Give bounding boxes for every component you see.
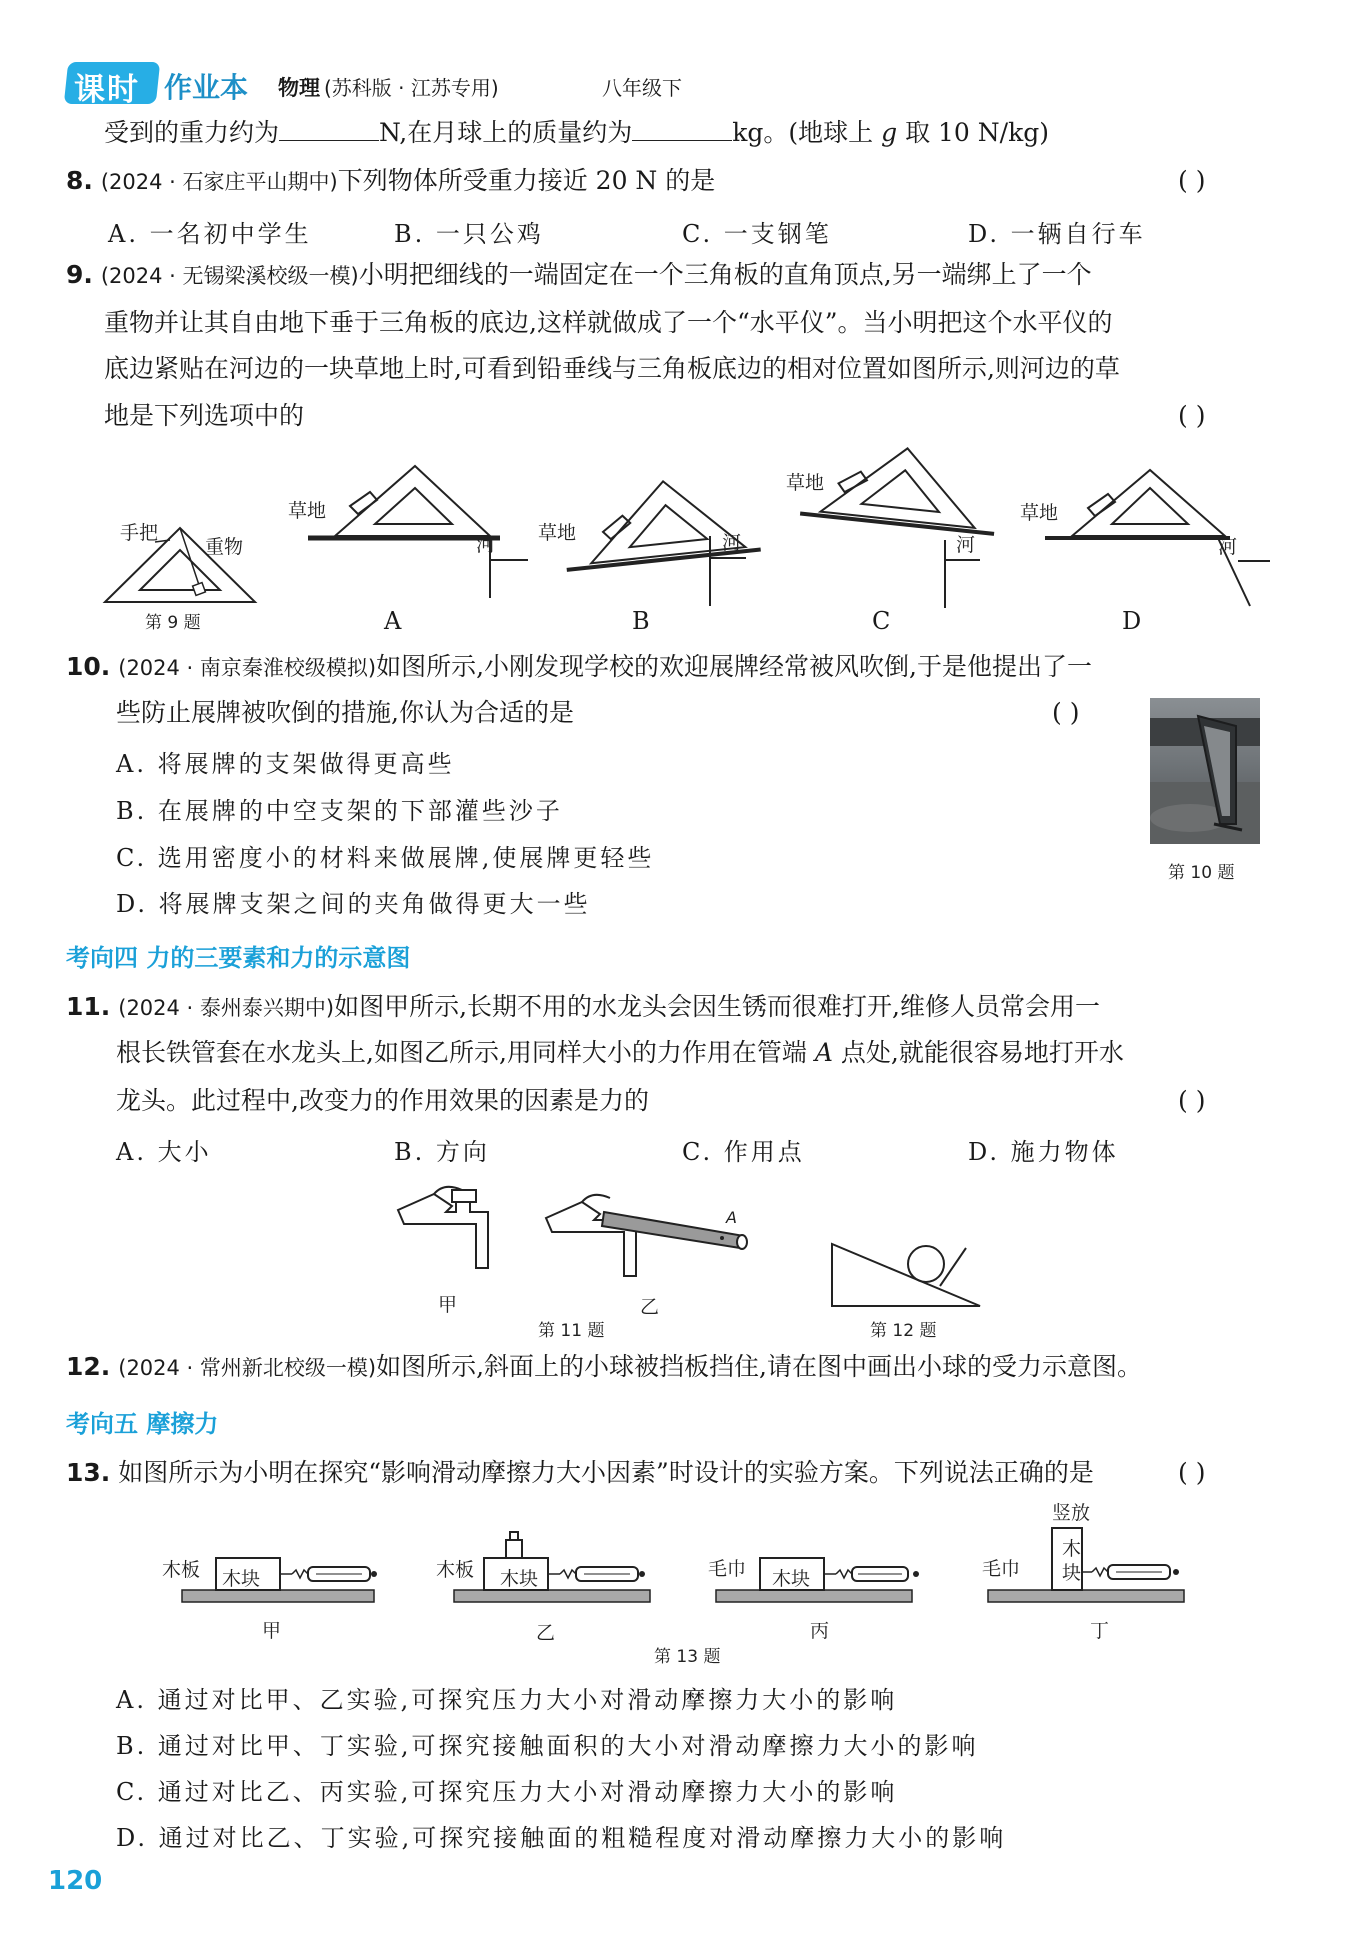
label-block: 木块	[222, 1568, 261, 1590]
answer-paren: ( )	[1178, 401, 1206, 430]
label-upright: 竖放	[1052, 1502, 1091, 1524]
section-heading: 考向五 摩擦力	[66, 1410, 219, 1438]
option-a: A. 将展牌的支架做得更高些	[116, 750, 455, 778]
option-b: B. 方向	[394, 1138, 490, 1166]
label-handle: 手把	[120, 522, 159, 544]
question-source: (2024 · 泰州泰兴期中)	[118, 996, 335, 1020]
option-letter-a: A	[384, 607, 402, 635]
label-block-vertical-2: 块	[1062, 1562, 1082, 1584]
figure-10-photo	[1150, 698, 1260, 844]
question-stem: 小明把细线的一端固定在一个三角板的直角顶点,另一端绑上了一个	[358, 260, 1092, 289]
option-letter-b: B	[632, 607, 650, 635]
option-d: D. 施力物体	[968, 1138, 1119, 1166]
label-river: 河	[722, 532, 742, 554]
question-source: (2024 · 常州新北校级一模)	[118, 1356, 377, 1380]
figure-9-c	[800, 440, 1000, 610]
label-block: 木块	[500, 1568, 539, 1590]
question-13	[66, 1456, 1094, 1490]
q11-line-2	[116, 1036, 1124, 1070]
label-towel: 毛巾	[708, 1558, 747, 1580]
figure-11-faucet-a	[396, 1180, 506, 1280]
answer-paren: ( )	[1178, 1458, 1206, 1487]
point-a-symbol: A	[814, 1038, 833, 1067]
label-river: 河	[956, 534, 976, 556]
figure-13-bing	[716, 1554, 926, 1604]
logo-text: 课时	[74, 72, 140, 108]
question-number: 11.	[66, 992, 111, 1021]
option-c: C. 通过对比乙、丙实验,可探究压力大小对滑动摩擦力大小的影响	[116, 1778, 898, 1806]
question-source: (2024 · 南京秦淮校级模拟)	[118, 656, 377, 680]
option-d: D. 将展牌支架之间的夹角做得更大一些	[116, 890, 591, 918]
q7-continuation	[104, 116, 1049, 150]
figure-11-faucet-b	[544, 1186, 754, 1286]
answer-blank	[279, 118, 379, 141]
q9-line-4: 地是下列选项中的	[104, 401, 305, 430]
answer-paren: ( )	[1178, 166, 1206, 195]
g-symbol: g	[881, 118, 898, 147]
figure-13-jia	[182, 1554, 382, 1604]
option-c: C. 选用密度小的材料来做展牌,使展牌更轻些	[116, 844, 655, 872]
option-a: A. 大小	[116, 1138, 212, 1166]
section-heading: 考向四 力的三要素和力的示意图	[66, 944, 411, 972]
question-stem: 如图所示,小刚发现学校的欢迎展牌经常被风吹倒,于是他提出了一	[376, 652, 1093, 681]
q11-line-3: 龙头。此过程中,改变力的作用效果的因素是力的	[116, 1086, 649, 1115]
fig-name-ding: 丁	[1090, 1620, 1110, 1642]
option-b: B. 通过对比甲、丁实验,可探究接触面积的大小对滑动摩擦力大小的影响	[116, 1732, 979, 1760]
q11-text-2b: 点处,就能很容易地打开水	[840, 1038, 1124, 1067]
page-number: 120	[48, 1866, 103, 1896]
label-towel: 毛巾	[982, 1558, 1021, 1580]
question-9	[66, 258, 1092, 293]
question-source: (2024 · 无锡梁溪校级一模)	[100, 264, 359, 288]
q9-line-3: 底边紧贴在河边的一块草地上时,可看到铅垂线与三角板底边的相对位置如图所示,则河边的草	[104, 354, 1120, 383]
fig-label-a: 甲	[438, 1294, 458, 1316]
q7-text-3: kg。(地球上	[732, 118, 874, 147]
q11-text-2a: 根长铁管套在水龙头上,如图乙所示,用同样大小的力作用在管端	[116, 1038, 807, 1067]
option-letter-c: C	[872, 607, 891, 635]
question-number: 10.	[66, 652, 111, 681]
figure-caption: 第 13 题	[654, 1647, 721, 1667]
answer-paren: ( )	[1052, 698, 1080, 727]
label-block: 木块	[772, 1568, 811, 1590]
edition-label: (苏科版 · 江苏专用)	[324, 76, 499, 100]
label-grass: 草地	[538, 522, 577, 544]
option-b: B. 一只公鸡	[394, 220, 544, 248]
label-river: 河	[1218, 536, 1238, 558]
figure-caption: 第 9 题	[145, 613, 201, 633]
option-a: A. 一名初中学生	[108, 220, 312, 248]
option-b: B. 在展牌的中空支架的下部灌些沙子	[116, 797, 563, 825]
question-11	[66, 990, 1100, 1025]
question-number: 12.	[66, 1352, 111, 1381]
label-weight: 重物	[205, 536, 244, 558]
question-stem: 如图甲所示,长期不用的水龙头会因生锈而很难打开,维修人员常会用一	[334, 992, 1101, 1021]
option-c: C. 一支钢笔	[682, 220, 832, 248]
q7-text-1: 受到的重力约为	[104, 118, 280, 147]
figure-13-yi	[454, 1528, 664, 1604]
figure-9-a	[290, 448, 490, 598]
grade-label: 八年级下	[602, 76, 682, 100]
point-a-label: A	[726, 1208, 737, 1227]
label-block-vertical-1: 木	[1062, 1538, 1082, 1560]
fig-label-b: 乙	[640, 1296, 660, 1318]
label-board: 木板	[436, 1559, 475, 1581]
question-number: 13.	[66, 1458, 111, 1487]
figure-caption: 第 12 题	[870, 1321, 937, 1341]
book-title: 作业本	[164, 71, 249, 104]
question-number: 9.	[66, 260, 93, 289]
label-grass: 草地	[1020, 502, 1059, 524]
figure-caption: 第 10 题	[1168, 863, 1235, 883]
label-grass: 草地	[786, 472, 825, 494]
question-stem: 下列物体所受重力接近 20 N 的是	[337, 166, 716, 195]
question-10	[66, 650, 1092, 685]
question-stem: 如图所示,斜面上的小球被挡板挡住,请在图中画出小球的受力示意图。	[376, 1352, 1143, 1381]
subject-label: 物理	[278, 76, 320, 100]
question-source: (2024 · 石家庄平山期中)	[100, 170, 338, 194]
question-8	[66, 164, 715, 199]
q10-line-2: 些防止展牌被吹倒的措施,你认为合适的是	[116, 698, 574, 727]
option-d: D. 一辆自行车	[968, 220, 1146, 248]
option-c: C. 作用点	[682, 1138, 805, 1166]
option-letter-d: D	[1122, 607, 1142, 635]
answer-blank	[632, 118, 732, 141]
question-stem: 如图所示为小明在探究“影响滑动摩擦力大小因素”时设计的实验方案。下列说法正确的是	[118, 1458, 1094, 1487]
q7-text-2: N,在月球上的质量约为	[379, 118, 633, 147]
header	[66, 62, 766, 106]
label-board: 木板	[162, 1559, 201, 1581]
answer-paren: ( )	[1178, 1086, 1206, 1115]
q7-text-4: 取 10 N/kg)	[905, 118, 1049, 147]
label-grass: 草地	[288, 500, 327, 522]
question-number: 8.	[66, 166, 93, 195]
figure-caption: 第 11 题	[538, 1321, 605, 1341]
q9-line-2: 重物并让其自由地下垂于三角板的底边,这样就做成了一个“水平仪”。当小明把这个水平仪的	[104, 308, 1113, 337]
option-a: A. 通过对比甲、乙实验,可探究压力大小对滑动摩擦力大小的影响	[116, 1686, 898, 1714]
question-12	[66, 1350, 1142, 1385]
fig-name-bing: 丙	[810, 1620, 830, 1642]
label-river: 河	[476, 534, 496, 556]
fig-name-jia: 甲	[262, 1620, 282, 1642]
option-d: D. 通过对比乙、丁实验,可探究接触面的粗糙程度对滑动摩擦力大小的影响	[116, 1824, 1007, 1852]
fig-name-yi: 乙	[536, 1622, 556, 1644]
figure-12-incline	[830, 1230, 990, 1310]
